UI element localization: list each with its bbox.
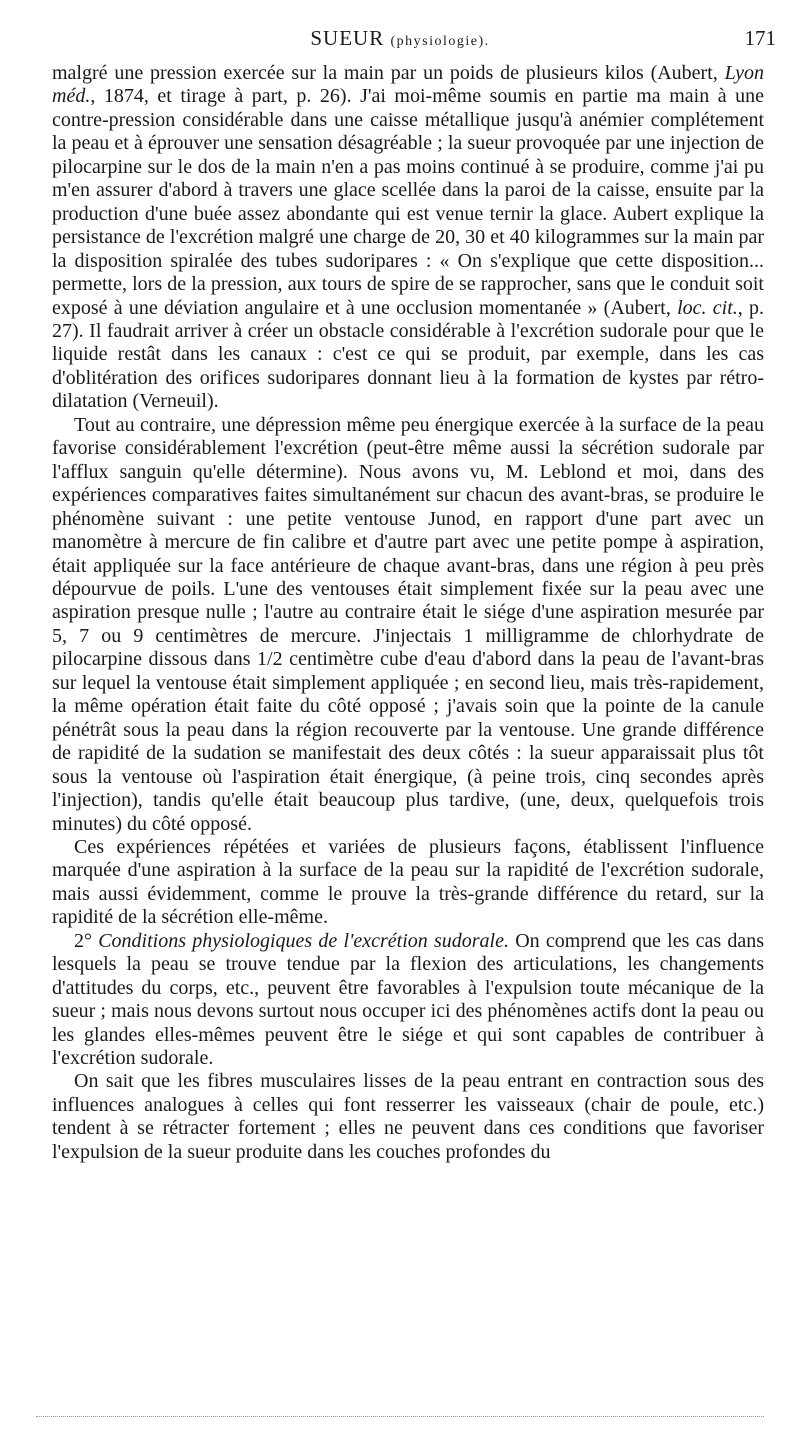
body-text <box>52 62 764 1164</box>
section-number: 2° <box>74 929 92 952</box>
paragraph-4 <box>52 930 764 1071</box>
section-heading: Conditions physiologiques de l'excrétion sudorale. <box>98 929 509 952</box>
footer-rule <box>36 1416 764 1417</box>
paragraph-1: malgré une pression exercée sur la main par un poids de plusieurs kilos (Aubert, Lyon méd., 1874, et tirage à part, p. 26). J'ai moi-même soumis en partie ma main à une contre-pression considérable dans une caisse métallique jusqu'à anémier complétement la peau et à éprouver une sensation désagréable ; la sueur provoquée par une injection de pilocarpine sur le dos de la main n'en a pas moins continué à se produire, comme j'ai pu m'en assurer d'abord à travers une glace scellée dans la paroi de la caisse, ensuite par la production d'une buée assez abondante qui est venue ternir la glace. Aubert explique la persistance de l'excrétion malgré une charge de 20, 30 et 40 kilogrammes sur la main par la disposition spiralée des tubes sudoripares : « On s'explique que cette disposition... permette, lors de la pression, aux tours de spire de se rapprocher, sans que le conduit soit exposé à une déviation angulaire et à une occlusion momentanée » (Aubert, loc. cit., p. 27). Il faudrait arriver à créer un obstacle considérable à l'excrétion sudorale pour que le liquide restât dans les canaux : c'est ce qui se produit, par exemple, dans les cas d'oblitération des orifices sudoripares donnant lieu à la formation de kystes par rétro-dilatation (Verneuil). <box>52 62 764 413</box>
paragraph-2: Tout au contraire, une dépression même peu énergique exercée à la surface de la peau favorise considérablement l'excrétion (peut-être même aussi la sécrétion sudorale par l'afflux sanguin qu'elle détermine). Nous avons vu, M. Leblond et moi, dans des expériences comparatives faites simultanément sur chacun des avant-bras, se produire le phénomène suivant : une petite ventouse Junod, en rapport d'une part avec un manomètre à mercure de fin calibre et d'autre part avec une petite pompe à aspiration, était appliquée sur la face antérieure de chaque avant-bras, dans une région à peu près dépourvue de poils. L'une des ventouses était simplement fixée sur la peau avec une aspiration presque nulle ; l'autre au contraire était le siége d'une aspiration mesurée par 5, 7 ou 9 centimètres de mercure. J'injectais 1 milligramme de chlorhydrate de pilocarpine dissous dans 1/2 centimètre cube d'eau d'abord dans la peau de l'avant-bras sur lequel la ventouse était simplement appliquée ; en second lieu, mais très-rapidement, la même opération était faite du côté opposé ; j'avais soin que la pointe de la canule pénétrât sous la peau dans la région recouverte par la ventouse. Une grande différence de rapidité de la sudation se manifestait des deux côtés : la sueur apparaissait plus tôt sous la ventouse où l'aspiration était énergique, (à peine trois, cinq secondes après l'injection), tandis qu'elle était beaucoup plus tardive, (une, deux, quelquefois trois minutes) du côté opposé. <box>52 413 764 835</box>
paragraph-4-text: On comprend que les cas dans lesquels la peau se trouve tendue par la flexion des articulations, les changements d'attitudes du corps, etc., peuvent être favorables à l'expulsion toute mécanique de la sueur ; mais nous devons surtout nous occuper ici des phénomènes actifs dont la peau ou les glandes elles-mêmes peuvent être le siége et qui sont capables de contribuer à l'excrétion sudorale. <box>52 929 764 1070</box>
running-head-title-main: SUEUR <box>310 26 385 50</box>
running-head-title-sub: (physiologie). <box>390 34 490 49</box>
paragraph-3: Ces expériences répétées et variées de plusieurs façons, établissent l'influence marquée d'une aspiration à la surface de la peau sur la rapidité de l'excrétion sudorale, mais aussi évidemment, comme le prouve la très-grande différence du retard, sur la rapidité de la sécrétion elle-même. <box>52 835 764 929</box>
running-head <box>0 26 800 56</box>
running-head-title <box>0 26 800 51</box>
paragraph-5: On sait que les fibres musculaires lisses de la peau entrant en contraction sous des influences analogues à celles qui font resserrer les vaisseaux (chair de poule, etc.) tendent à se rétracter fortement ; elles ne peuvent dans ces conditions que favoriser l'expulsion de la sueur produite dans les couches profondes du <box>52 1070 764 1163</box>
page-number: 171 <box>744 26 776 50</box>
